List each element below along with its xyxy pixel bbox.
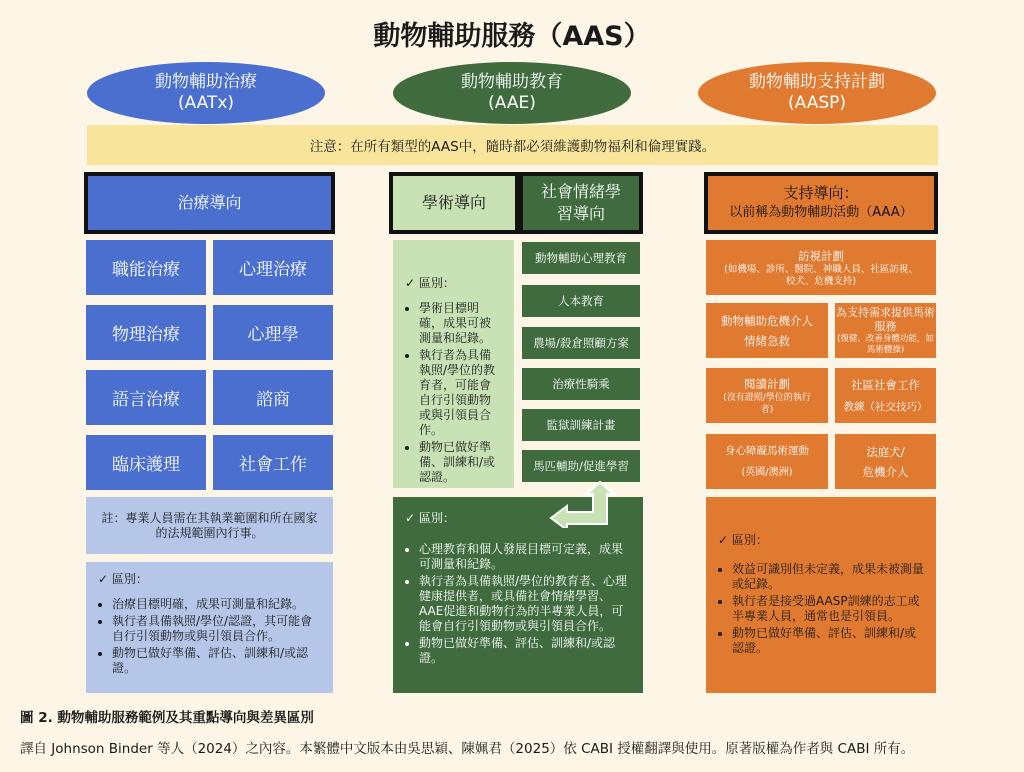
differences-list: [405, 542, 631, 666]
diagram-title: 動物輔助服務（AAS）: [373, 21, 651, 52]
category-name: 動物輔助支持計劃: [749, 72, 885, 92]
disability-line2: (英國/澳洲): [741, 466, 793, 478]
sel-item: 監獄訓練計畫: [522, 409, 640, 441]
sel-item: 人本教育: [522, 285, 640, 317]
differences-heading: ✓ 區別：: [718, 533, 768, 547]
notice-banner: 注意：在所有類型的AAS中，隨時都必須維護動物福利和倫理實踐。: [87, 125, 938, 165]
crisis-line2: 情緒急救: [744, 333, 790, 348]
category-abbr: (AATx): [177, 93, 235, 113]
visit-program-sub: (如機場、診所、醫院、神職人員、社區訪視、校犬、危機支持): [724, 263, 918, 287]
therapy-cell: 諮商: [213, 370, 333, 425]
differences-heading-text: 區別：: [111, 572, 148, 586]
academic-header: 學術導向: [389, 172, 519, 234]
support-header-line1: 支持導向：: [783, 184, 859, 202]
support-needs-title: 為支持需求提供馬術服務: [836, 305, 935, 333]
list-item: • 執行者具備執照/學位/認證，其可能會自行引領動物或與引領員合作。: [112, 614, 321, 644]
category-name: 動物輔助治療: [155, 72, 257, 92]
court-line2: 危機介人: [862, 464, 909, 479]
community-line1: 社區社會工作: [851, 377, 920, 392]
list-item: • 動物已做好準備、評估、訓練和/或認證。: [732, 626, 924, 656]
differences-list: [405, 301, 502, 485]
support-needs-sub: (復健、改善身體功能，如馬術體操): [837, 333, 934, 355]
visit-program-title: 訪視計劃: [798, 248, 844, 263]
therapy-differences: [86, 562, 333, 693]
differences-heading-text: 區別：: [731, 533, 768, 547]
academic-differences: [393, 240, 514, 488]
support-differences: [706, 497, 936, 693]
sel-item: 動物輔助心理教育: [522, 242, 640, 274]
reading-box: [706, 368, 828, 423]
crisis-box: [706, 303, 828, 358]
therapy-cell: 心理學: [213, 305, 333, 360]
list-item: • 學術目標明確，成果可被測量和紀錄。: [419, 301, 502, 346]
court-line1: 法庭犬/: [866, 444, 905, 459]
therapy-note: 註：專業人員需在其執業範圍和所在國家的法規範圍內行事。: [86, 497, 333, 554]
sel-item: 馬匹輔助/促進學習: [522, 450, 640, 482]
differences-list: [98, 597, 321, 676]
therapy-cell: 職能治療: [86, 240, 206, 295]
differences-heading: ✓ 區別：: [98, 572, 148, 586]
differences-heading: ✓ 區別：: [405, 511, 455, 525]
list-item: • 執行者為具備執照/學位的教育者、心理健康提供者，或具備社會情緒學習、AAE促進和動物行為的半專業人員，可能會自行引領動物或與引領員合作。: [419, 574, 631, 634]
sel-item: 治療性騎乘: [522, 368, 640, 400]
therapy-cell: 語言治療: [86, 370, 206, 425]
therapy-cell: 心理治療: [213, 240, 333, 295]
reading-sub: (沒有證照/學位的執行者): [723, 392, 811, 415]
court-dog-box: [835, 434, 936, 489]
therapy-cell: 臨床護理: [86, 435, 206, 490]
differences-list: [718, 562, 924, 656]
crisis-line1: 動物輔助危機介人: [721, 313, 813, 328]
support-header: [704, 172, 938, 234]
list-item: • 動物已做好準備、評估、訓練和/或認證。: [419, 636, 631, 666]
community-box: [835, 368, 936, 423]
list-item: • 執行者是接受過AASP訓練的志工或半專業人員，通常也是引領員。: [732, 594, 924, 624]
list-item: • 動物已做好準備、訓練和/或認證。: [419, 440, 502, 485]
sel-header: 社會情緒學習導向: [519, 172, 643, 234]
differences-heading-text: 區別：: [418, 276, 455, 290]
figure-caption-text: 譯自 Johnson Binder 等人（2024）之內容。本繁體中文版本由吳思穎、陳姵君（2025）依 CABI 授權翻譯與使用。原著版權為作者與 CABI 所有。: [20, 741, 915, 757]
figure-caption-title: 圖 2. 動物輔助服務範例及其重點導向與差異區別: [20, 710, 314, 726]
category-name: 動物輔助教育: [461, 72, 563, 92]
visit-program-box: [706, 240, 936, 295]
differences-heading: ✓ 區別：: [405, 276, 455, 290]
community-line2: 教練（社交技巧）: [843, 400, 928, 413]
list-item: • 執行者為具備執照/學位的教育者，可能會自行引領動物或與引領員合作。: [419, 348, 502, 438]
disability-box: [706, 434, 828, 489]
list-item: • 心理教育和個人發展目標可定義，成果可測量和紀錄。: [419, 542, 631, 572]
support-needs-box: [835, 303, 936, 358]
category-aae-ellipse: [393, 62, 631, 124]
therapy-header: 治療導向: [84, 172, 335, 234]
category-abbr: (AAE): [488, 93, 536, 113]
list-item: • 動物已做好準備、評估、訓練和/或認證。: [112, 646, 321, 676]
therapy-cell: 社會工作: [213, 435, 333, 490]
therapy-cell: 物理治療: [86, 305, 206, 360]
category-aasp-ellipse: [698, 62, 936, 124]
support-header-line2: 以前稱為動物輔助活動（AAA）: [729, 205, 913, 220]
connector-arrow-icon: [545, 478, 615, 528]
reading-title: 閱讀計劃: [744, 376, 790, 391]
list-item: • 效益可識別但未定義，成果未被測量或紀錄。: [732, 562, 924, 592]
disability-line1: 身心障礙馬術運動: [725, 444, 809, 457]
category-aatx-ellipse: [87, 62, 325, 124]
category-abbr: (AASP): [787, 93, 847, 113]
sel-item: 農場/殺倉照顧方案: [522, 327, 640, 359]
list-item: • 治療目標明確，成果可測量和紀錄。: [112, 597, 321, 612]
differences-heading-text: 區別：: [418, 511, 455, 525]
